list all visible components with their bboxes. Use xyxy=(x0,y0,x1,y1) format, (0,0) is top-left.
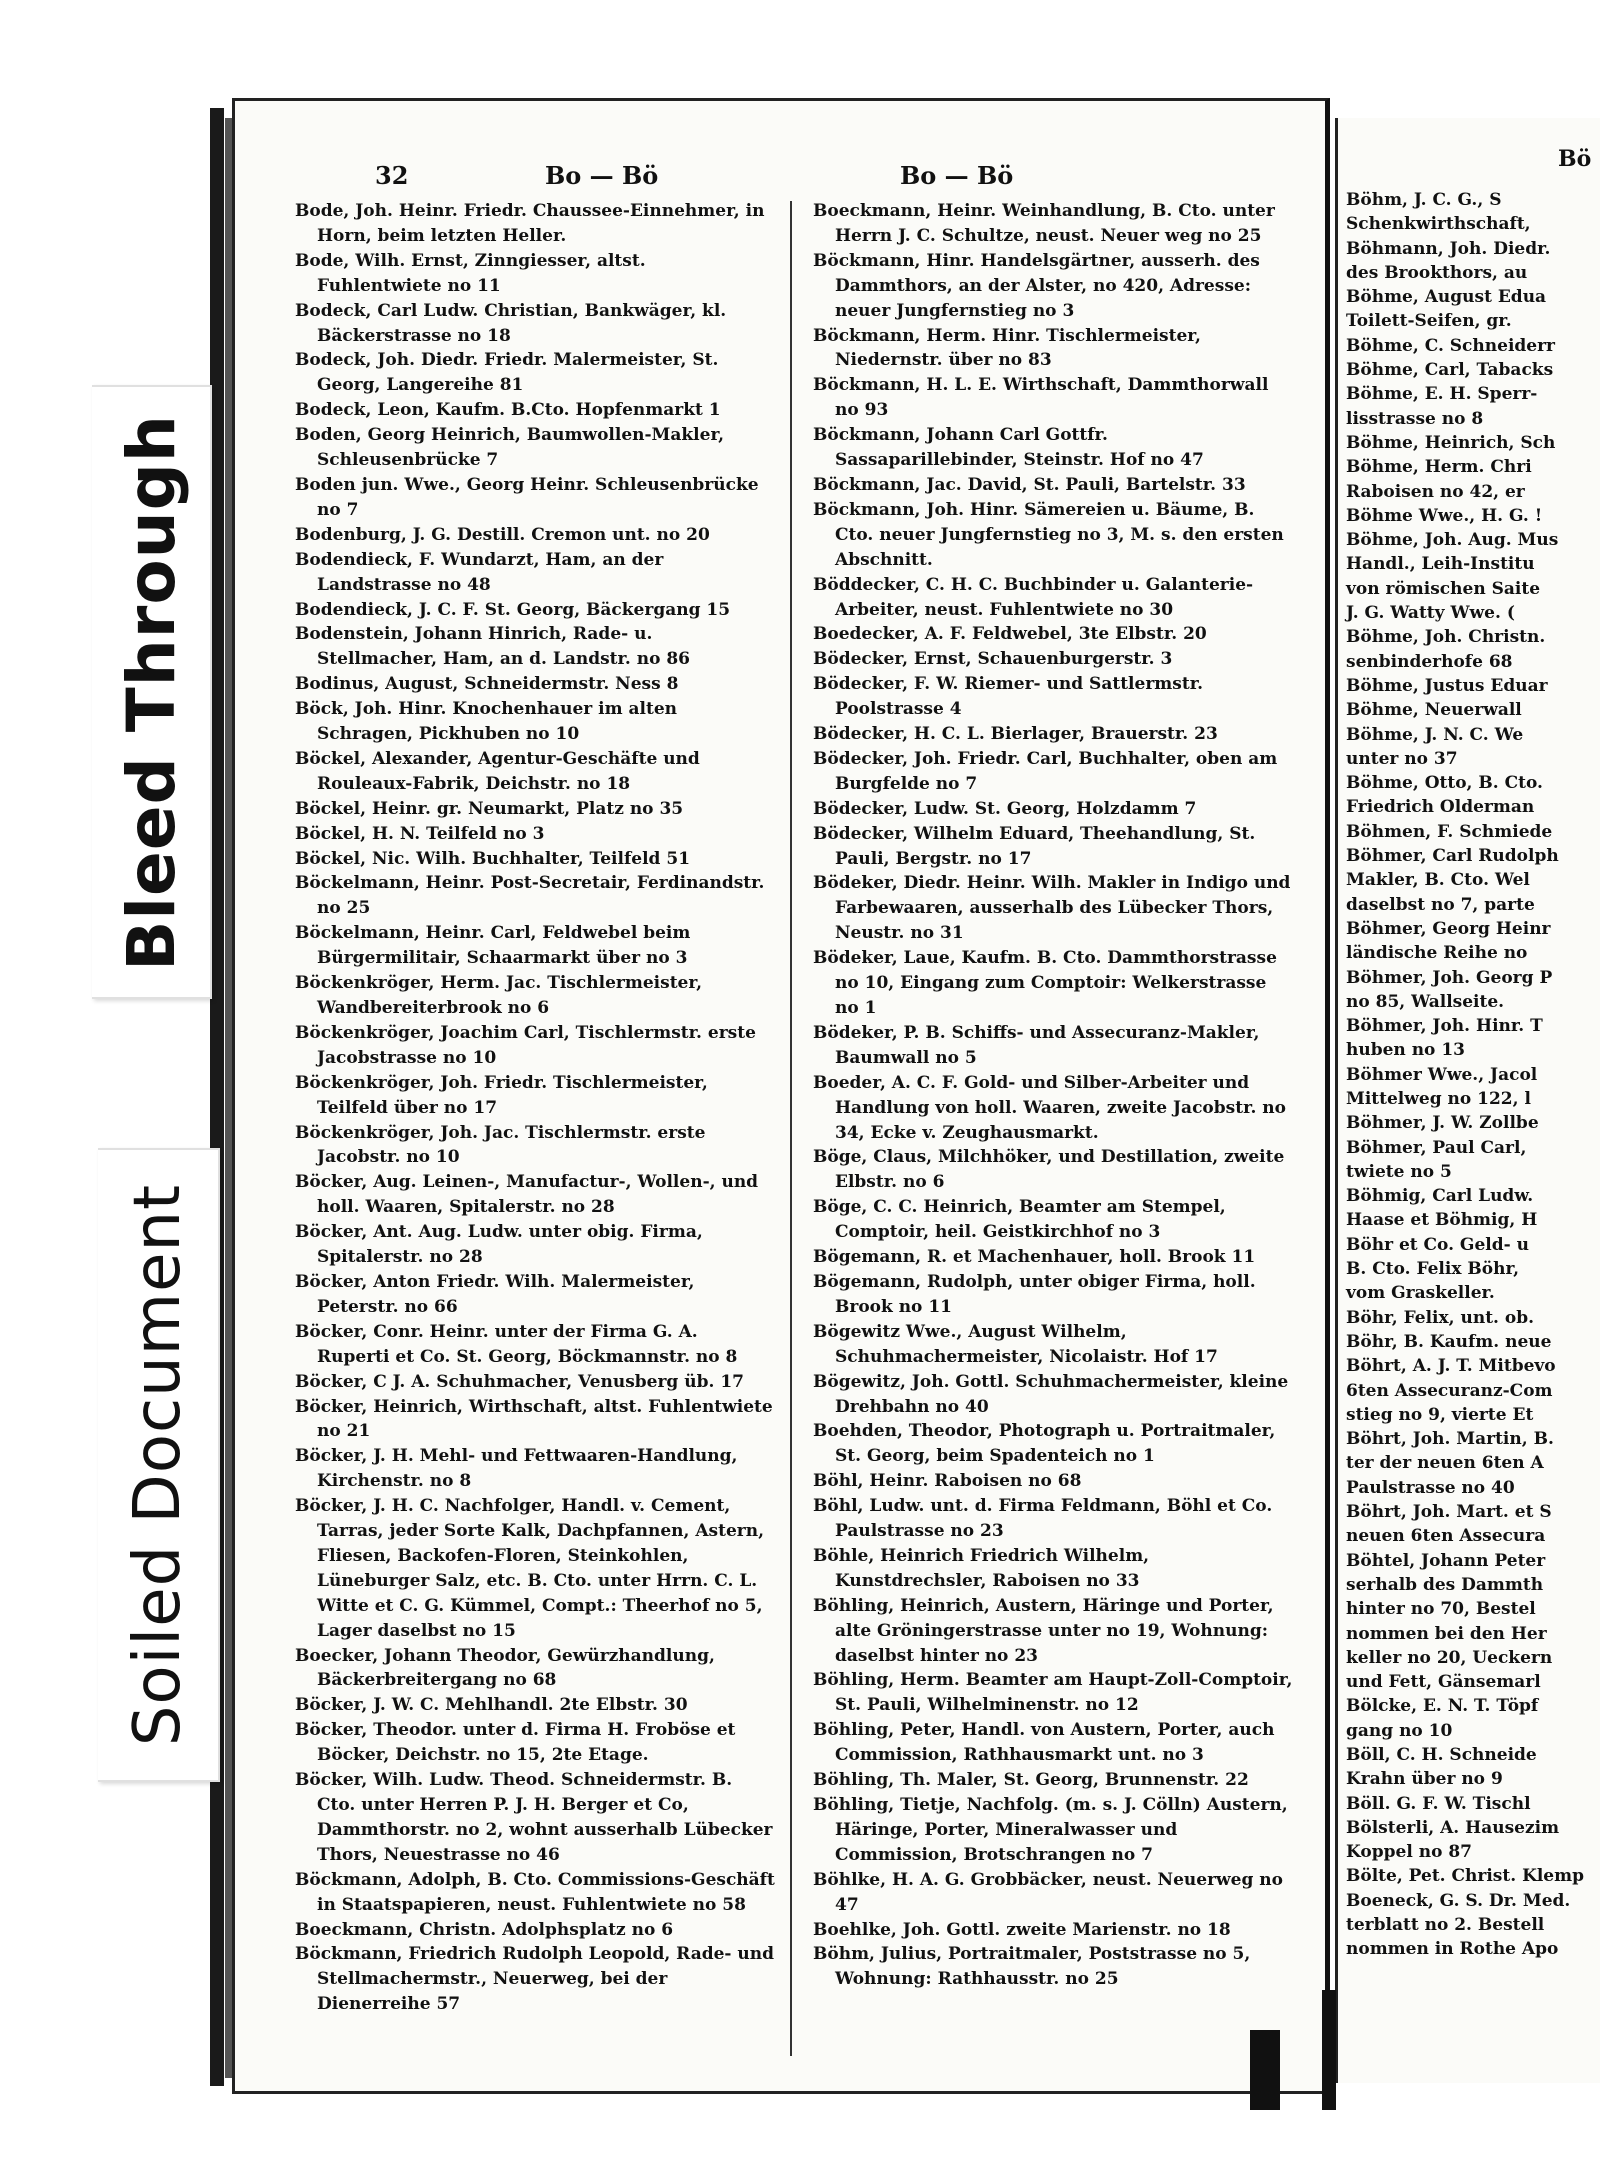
next-page-line: Böhmer, Carl Rudolph xyxy=(1346,846,1559,867)
directory-entry: Bödeker, P. B. Schiffs- und Assecuranz-Makler, Baumwall no 5 xyxy=(813,1022,1266,1068)
next-page-line: Mittelweg no 122, l xyxy=(1346,1088,1531,1109)
right-column xyxy=(813,199,1299,1992)
next-page-line: Böhme, Carl, Tabacks xyxy=(1346,360,1554,381)
directory-entry: Böhl, Ludw. unt. d. Firma Feldmann, Böhl et Co. Paulstrasse no 23 xyxy=(813,1496,1279,1542)
directory-entry: Bödecker, Ernst, Schauenburgerstr. 3 xyxy=(813,649,1173,670)
next-page-header: Bö xyxy=(1558,146,1592,172)
bleed-through-label: Bleed Through xyxy=(112,413,190,971)
directory-entry: Bodenburg, J. G. Destill. Cremon unt. no 20 xyxy=(295,524,710,545)
directory-entry: Böckenkröger, Joachim Carl, Tischlermstr. erste Jacobstrasse no 10 xyxy=(295,1022,762,1068)
next-page-line: lisstrasse no 8 xyxy=(1346,408,1484,429)
next-page-line: Haase et Böhmig, H xyxy=(1346,1210,1538,1231)
scan-shadow xyxy=(1250,2030,1280,2110)
directory-entry: Böcker, C J. A. Schuhmacher, Venusberg üb. 17 xyxy=(295,1371,744,1392)
next-page-line: Böhr, B. Kaufm. neue xyxy=(1346,1331,1552,1352)
binding-spine xyxy=(210,108,224,2086)
directory-entry: Böcker, Anton Friedr. Wilh. Malermeister, Peterstr. no 66 xyxy=(295,1271,701,1317)
left-column xyxy=(295,199,781,2017)
next-page-line: daselbst no 7, parte xyxy=(1346,894,1535,915)
directory-entry: Bödecker, F. W. Riemer- und Sattlermstr. Poolstrasse 4 xyxy=(813,674,1209,720)
directory-entry: Böckmann, Herm. Hinr. Tischlermeister, Niedernstr. über no 83 xyxy=(813,325,1207,371)
next-page-line: Böhme, J. N. C. We xyxy=(1346,724,1524,745)
next-page-line: Böhme, E. H. Sperr- xyxy=(1346,384,1538,405)
directory-entry: Böcker, Heinrich, Wirthschaft, altst. Fuhlentwiete no 21 xyxy=(295,1396,779,1442)
column-header-right: Bo — Bö xyxy=(900,161,1014,190)
directory-entry: Böcker, Theodor. unter d. Firma H. Froböse et Böcker, Deichstr. no 15, 2te Etage. xyxy=(295,1720,742,1766)
directory-entry: Böcker, J. W. C. Mehlhandl. 2te Elbstr. 30 xyxy=(295,1695,688,1716)
directory-entry: Bodenstein, Johann Hinrich, Rade- u. Stellmacher, Ham, an d. Landstr. no 86 xyxy=(295,624,691,670)
next-page-line: Böhmann, Joh. Diedr. xyxy=(1346,238,1551,259)
directory-entry: Böckmann, Hinr. Handelsgärtner, ausserh. des Dammthors, an der Alster, no 420, Adresse: neuer Jungfernstieg no 3 xyxy=(813,250,1266,321)
directory-entry: Boecker, Johann Theodor, Gewürzhandlung, Bäckerbreitergang no 68 xyxy=(295,1645,721,1691)
directory-entry: Bodinus, August, Schneidermstr. Ness 8 xyxy=(295,674,679,695)
next-page-line: von römischen Saite xyxy=(1346,578,1541,599)
directory-entry: Boeckmann, Heinr. Weinhandlung, B. Cto. unter Herrn J. C. Schultze, neust. Neuer weg no 25 xyxy=(813,201,1281,246)
directory-entry: Boden jun. Wwe., Georg Heinr. Schleusenbrücke no 7 xyxy=(295,474,765,520)
next-page-line: nommen in Rothe Apo xyxy=(1346,1939,1559,1960)
directory-entry: Boehden, Theodor, Photograph u. Portraitmaler, St. Georg, beim Spadenteich no 1 xyxy=(813,1421,1282,1467)
next-page-line: unter no 37 xyxy=(1346,748,1458,769)
next-page-line: Böhr et Co. Geld- u xyxy=(1346,1234,1529,1255)
directory-entry: Boedecker, A. F. Feldwebel, 3te Elbstr. 20 xyxy=(813,624,1207,645)
directory-entry: Böckmann, Joh. Hinr. Sämereien u. Bäume, B. Cto. neuer Jungfernstieg no 3, M. s. den ersten Abschnitt. xyxy=(813,499,1290,570)
next-page-column xyxy=(1346,188,1600,1962)
directory-entry: Bögemann, Rudolph, unter obiger Firma, holl. Brook no 11 xyxy=(813,1271,1262,1317)
directory-entry: Böcker, Wilh. Ludw. Theod. Schneidermstr. B. Cto. unter Herren P. J. H. Berger et Co, Dammthorstr. no 2, wohnt ausserhalb Lübecker Thors, Neuestrasse no 46 xyxy=(295,1770,779,1865)
next-page-line: Böhr, Felix, unt. ob. xyxy=(1346,1307,1535,1328)
directory-entry: Bodendieck, J. C. F. St. Georg, Bäckergang 15 xyxy=(295,599,731,620)
directory-entry: Böhl, Heinr. Raboisen no 68 xyxy=(813,1471,1082,1492)
directory-entry: Böcker, Conr. Heinr. unter der Firma G. A. Ruperti et Co. St. Georg, Böckmannstr. no 8 xyxy=(295,1321,738,1367)
directory-entry: Böcker, J. H. Mehl- und Fettwaaren-Handlung, Kirchenstr. no 8 xyxy=(295,1446,744,1492)
directory-entry: Boeder, A. C. F. Gold- und Silber-Arbeiter und Handlung von holl. Waaren, zweite Jacobstr. no 34, Ecke v. Zeughausmarkt. xyxy=(813,1072,1292,1143)
directory-entry: Böhlke, H. A. G. Grobbäcker, neust. Neuerweg no 47 xyxy=(813,1869,1289,1915)
next-page-line: Makler, B. Cto. Wel xyxy=(1346,870,1530,891)
next-page-line: ländische Reihe no xyxy=(1346,943,1528,964)
directory-entry: Bödecker, Wilhelm Eduard, Theehandlung, St. Pauli, Bergstr. no 17 xyxy=(813,823,1262,869)
page-number: 32 xyxy=(375,161,409,190)
directory-entry: Böckel, H. N. Teilfeld no 3 xyxy=(295,823,545,844)
directory-entry: Böhling, Herm. Beamter am Haupt-Zoll-Comptoir, St. Pauli, Wilhelminenstr. no 12 xyxy=(813,1670,1299,1716)
directory-entry: Böckenkröger, Joh. Jac. Tischlermstr. erste Jacobstr. no 10 xyxy=(295,1122,712,1168)
next-page-line: Bölcke, E. N. T. Töpf xyxy=(1346,1696,1539,1717)
directory-entry: Böhle, Heinrich Friedrich Wilhelm, Kunstdrechsler, Raboisen no 33 xyxy=(813,1545,1156,1591)
next-page-line: Böhme, Joh. Aug. Mus xyxy=(1346,530,1559,551)
directory-entry: Böhm, Julius, Portraitmaler, Poststrasse no 5, Wohnung: Rathhausstr. no 25 xyxy=(813,1944,1257,1990)
directory-entry: Boden, Georg Heinrich, Baumwollen-Makler, Schleusenbrücke 7 xyxy=(295,425,730,471)
next-page-line: Böhrt, Joh. Martin, B. xyxy=(1346,1429,1554,1450)
scan-shadow-gutter xyxy=(1322,1990,1336,2110)
directory-entry: Boeckmann, Christn. Adolphsplatz no 6 xyxy=(295,1919,674,1940)
directory-entry: Bögewitz, Joh. Gottl. Schuhmachermeister, kleine Drehbahn no 40 xyxy=(813,1371,1295,1417)
next-page-line: Böhme, August Edua xyxy=(1346,287,1547,308)
next-page-line: Bölsterli, A. Hausezim xyxy=(1346,1817,1560,1838)
directory-entry: Bödeker, Diedr. Heinr. Wilh. Makler in Indigo und Farbewaaren, ausserhalb des Lübecker Thors, Neustr. no 31 xyxy=(813,873,1297,944)
directory-entry: Bodendieck, F. Wundarzt, Ham, an der Landstrasse no 48 xyxy=(295,549,670,595)
next-page-line: terblatt no 2. Bestell xyxy=(1346,1915,1545,1936)
directory-entry: Bödecker, H. C. L. Bierlager, Brauerstr. 23 xyxy=(813,724,1218,745)
directory-entry: Böhling, Tietje, Nachfolg. (m. s. J. Cölln) Austern, Häringe, Porter, Mineralwasser und Commission, Brotschrangen no 7 xyxy=(813,1795,1294,1865)
next-page-line: Böhm, J. C. G., S xyxy=(1346,190,1502,210)
next-page-line: Böhme, Otto, B. Cto. xyxy=(1346,773,1543,794)
next-page-line: B. Cto. Felix Böhr, xyxy=(1346,1259,1520,1280)
next-page-line: Böhmer, Paul Carl, xyxy=(1346,1137,1527,1158)
directory-entry: Bögewitz Wwe., August Wilhelm, Schuhmachermeister, Nicolaistr. Hof 17 xyxy=(813,1321,1218,1367)
directory-entry: Böckmann, H. L. E. Wirthschaft, Dammthorwall no 93 xyxy=(813,375,1275,421)
directory-entry: Bodeck, Carl Ludw. Christian, Bankwäger, kl. Bäckerstrasse no 18 xyxy=(295,300,733,346)
next-page-line: des Brookthors, au xyxy=(1346,262,1528,283)
directory-entry: Böcker, Aug. Leinen-, Manufactur-, Wollen-, und holl. Waaren, Spitalerstr. no 28 xyxy=(295,1172,764,1218)
directory-entry: Böckmann, Friedrich Rudolph Leopold, Rade- und Stellmachermstr., Neuerweg, bei der Dienerreihe 57 xyxy=(295,1944,780,2015)
next-page-line: stieg no 9, vierte Et xyxy=(1346,1404,1534,1425)
directory-entry: Böge, Claus, Milchhöker, und Destillation, zweite Elbstr. no 6 xyxy=(813,1147,1291,1193)
next-page-line: keller no 20, Ueckern xyxy=(1346,1647,1553,1668)
next-page-line: J. G. Watty Wwe. ( xyxy=(1346,603,1515,624)
bleed-through-tab xyxy=(92,385,212,999)
directory-entry: Böhling, Heinrich, Austern, Häringe und Porter, alte Gröningerstrasse unter no 19, Wohnung: daselbst hinter no 23 xyxy=(813,1595,1280,1666)
directory-entry: Böge, C. C. Heinrich, Beamter am Stempel, Comptoir, heil. Geistkirchhof no 3 xyxy=(813,1197,1232,1243)
directory-entry: Böckel, Nic. Wilh. Buchhalter, Teilfeld 51 xyxy=(295,848,691,869)
next-page-line: Böhme, Joh. Christn. xyxy=(1346,627,1546,648)
directory-entry: Böckenkröger, Herm. Jac. Tischlermeister, Wandbereiterbrook no 6 xyxy=(295,973,708,1018)
next-page-line: Böhrt, A. J. T. Mitbevo xyxy=(1346,1356,1556,1377)
next-page-line: Böhme, Heinrich, Sch xyxy=(1346,432,1556,453)
directory-entry: Böckel, Alexander, Agentur-Geschäfte und Rouleaux-Fabrik, Deichstr. no 18 xyxy=(295,748,706,794)
next-page-line: Böhmig, Carl Ludw. xyxy=(1346,1186,1534,1207)
next-page-line: und Fett, Gänsemarl xyxy=(1346,1672,1541,1693)
directory-entry: Böcker, Ant. Aug. Ludw. unter obig. Firma, Spitalerstr. no 28 xyxy=(295,1222,709,1268)
next-page-line: Böhrt, Joh. Mart. et S xyxy=(1346,1502,1552,1523)
directory-entry: Bode, Wilh. Ernst, Zinngiesser, altst. Fuhlentwiete no 11 xyxy=(295,250,652,296)
scanned-page xyxy=(232,98,1330,2094)
next-page-line: Böhmen, F. Schmiede xyxy=(1346,821,1553,842)
next-page-line: serhalb des Dammth xyxy=(1346,1574,1544,1595)
next-page-line: Böhme, Neuerwall xyxy=(1346,700,1522,721)
next-page-line: Böll. G. F. W. Tischl xyxy=(1346,1793,1531,1814)
next-page-line: Böhmer, Joh. Hinr. T xyxy=(1346,1016,1543,1037)
directory-entry: Bodeck, Joh. Diedr. Friedr. Malermeister, St. Georg, Langereihe 81 xyxy=(295,350,725,396)
next-page-line: Bölte, Pet. Christ. Klemp xyxy=(1346,1866,1584,1887)
next-page-line: Toilett-Seifen, gr. xyxy=(1346,311,1512,332)
directory-entry: Bode, Joh. Heinr. Friedr. Chaussee-Einnehmer, in Horn, beim letzten Heller. xyxy=(295,201,771,246)
directory-entry: Bödecker, Ludw. St. Georg, Holzdamm 7 xyxy=(813,798,1197,819)
directory-entry: Böckmann, Johann Carl Gottfr. Sassaparillebinder, Steinstr. Hof no 47 xyxy=(813,425,1204,471)
directory-entry: Bögemann, R. et Machenhauer, holl. Brook 11 xyxy=(813,1247,1256,1268)
next-page-line: Böll, C. H. Schneide xyxy=(1346,1745,1537,1765)
directory-entry: Böck, Joh. Hinr. Knochenhauer im alten Schragen, Pickhuben no 10 xyxy=(295,699,683,745)
next-page-line: Böhmer, J. W. Zollbe xyxy=(1346,1113,1539,1134)
next-page-line: ter der neuen 6ten A xyxy=(1346,1453,1544,1474)
next-page-line: Krahn über no 9 xyxy=(1346,1769,1503,1790)
directory-entry: Böhling, Peter, Handl. von Austern, Porter, auch Commission, Rathhausmarkt unt. no 3 xyxy=(813,1720,1281,1766)
directory-entry: Böckel, Heinr. gr. Neumarkt, Platz no 35 xyxy=(295,798,684,819)
next-page-line: Böhtel, Johann Peter xyxy=(1346,1550,1546,1571)
directory-entry: Böckelmann, Heinr. Carl, Feldwebel beim Bürgermilitair, Schaarmarkt über no 3 xyxy=(295,923,697,969)
next-page-line: Paulstrasse no 40 xyxy=(1346,1477,1515,1498)
next-page-line: Böhme, C. Schneiderr xyxy=(1346,335,1556,356)
next-page-line: gang no 10 xyxy=(1346,1720,1453,1741)
next-page-line: Böhme, Herm. Chri xyxy=(1346,457,1532,478)
soiled-document-tab xyxy=(98,1148,220,1782)
next-page-line: Friedrich Olderman xyxy=(1346,797,1535,818)
next-page-line: Böhmer, Joh. Georg P xyxy=(1346,967,1553,988)
directory-entry: Boehlke, Joh. Gottl. zweite Marienstr. no 18 xyxy=(813,1919,1231,1940)
next-page-line: neuen 6ten Assecura xyxy=(1346,1526,1546,1547)
next-page-line: nommen bei den Her xyxy=(1346,1623,1547,1644)
directory-entry: Bödeker, Laue, Kaufm. B. Cto. Dammthorstrasse no 10, Eingang zum Comptoir: Welkerstrasse no 1 xyxy=(813,948,1283,1018)
next-page-line: no 85, Wallseite. xyxy=(1346,991,1505,1012)
directory-entry: Böckelmann, Heinr. Post-Secretair, Ferdinandstr. no 25 xyxy=(295,873,771,919)
next-page-line: 6ten Assecuranz-Com xyxy=(1346,1380,1553,1401)
next-page-line: vom Graskeller. xyxy=(1346,1283,1495,1304)
next-page-edge xyxy=(1335,118,1600,2083)
column-divider xyxy=(790,201,792,2056)
directory-entry: Böhling, Th. Maler, St. Georg, Brunnenstr. 22 xyxy=(813,1770,1249,1791)
directory-entry: Böddecker, C. H. C. Buchbinder u. Galanterie-Arbeiter, neust. Fuhlentwiete no 30 xyxy=(813,574,1254,620)
next-page-line: twiete no 5 xyxy=(1346,1161,1452,1182)
directory-entry: Bodeck, Leon, Kaufm. B.Cto. Hopfenmarkt 1 xyxy=(295,400,721,421)
next-page-line: Koppel no 87 xyxy=(1346,1842,1472,1863)
next-page-line: hinter no 70, Bestel xyxy=(1346,1599,1536,1620)
next-page-line: Raboisen no 42, er xyxy=(1346,481,1525,502)
directory-entry: Böckmann, Adolph, B. Cto. Commissions-Geschäft in Staatspapieren, neust. Fuhlentwiete no 58 xyxy=(295,1869,781,1915)
next-page-line: Böhmer Wwe., Jacol xyxy=(1346,1064,1538,1085)
next-page-line: huben no 13 xyxy=(1346,1040,1465,1061)
soiled-document-label: Soiled Document xyxy=(121,1183,195,1747)
column-header-left: Bo — Bö xyxy=(545,161,659,190)
directory-entry: Bödecker, Joh. Friedr. Carl, Buchhalter, oben am Burgfelde no 7 xyxy=(813,748,1284,794)
next-page-line: Böhmer, Georg Heinr xyxy=(1346,918,1551,939)
next-page-line: Schenkwirthschaft, xyxy=(1346,214,1531,235)
directory-entry: Böckmann, Jac. David, St. Pauli, Bartelstr. 33 xyxy=(813,474,1246,495)
directory-entry: Böckenkröger, Joh. Friedr. Tischlermeister, Teilfeld über no 17 xyxy=(295,1072,714,1118)
directory-entry: Böcker, J. H. C. Nachfolger, Handl. v. Cement, Tarras, jeder Sorte Kalk, Dachpfannen, Astern, Fliesen, Backofen-Floren, Steinkohlen, Lüneburger Salz, etc. B. Cto. unter Hrrn. C. L. Witte et C. G. Kümmel, Compt.: Theerhof no 5, Lager daselbst no 15 xyxy=(295,1496,770,1641)
next-page-line: Böhme, Justus Eduar xyxy=(1346,675,1548,696)
next-page-line: Böhme Wwe., H. G. ! xyxy=(1346,505,1543,526)
next-page-line: senbinderhofe 68 xyxy=(1346,651,1513,672)
next-page-line: Boeneck, G. S. Dr. Med. xyxy=(1346,1890,1571,1911)
next-page-line: Handl., Leih-Institu xyxy=(1346,554,1535,575)
